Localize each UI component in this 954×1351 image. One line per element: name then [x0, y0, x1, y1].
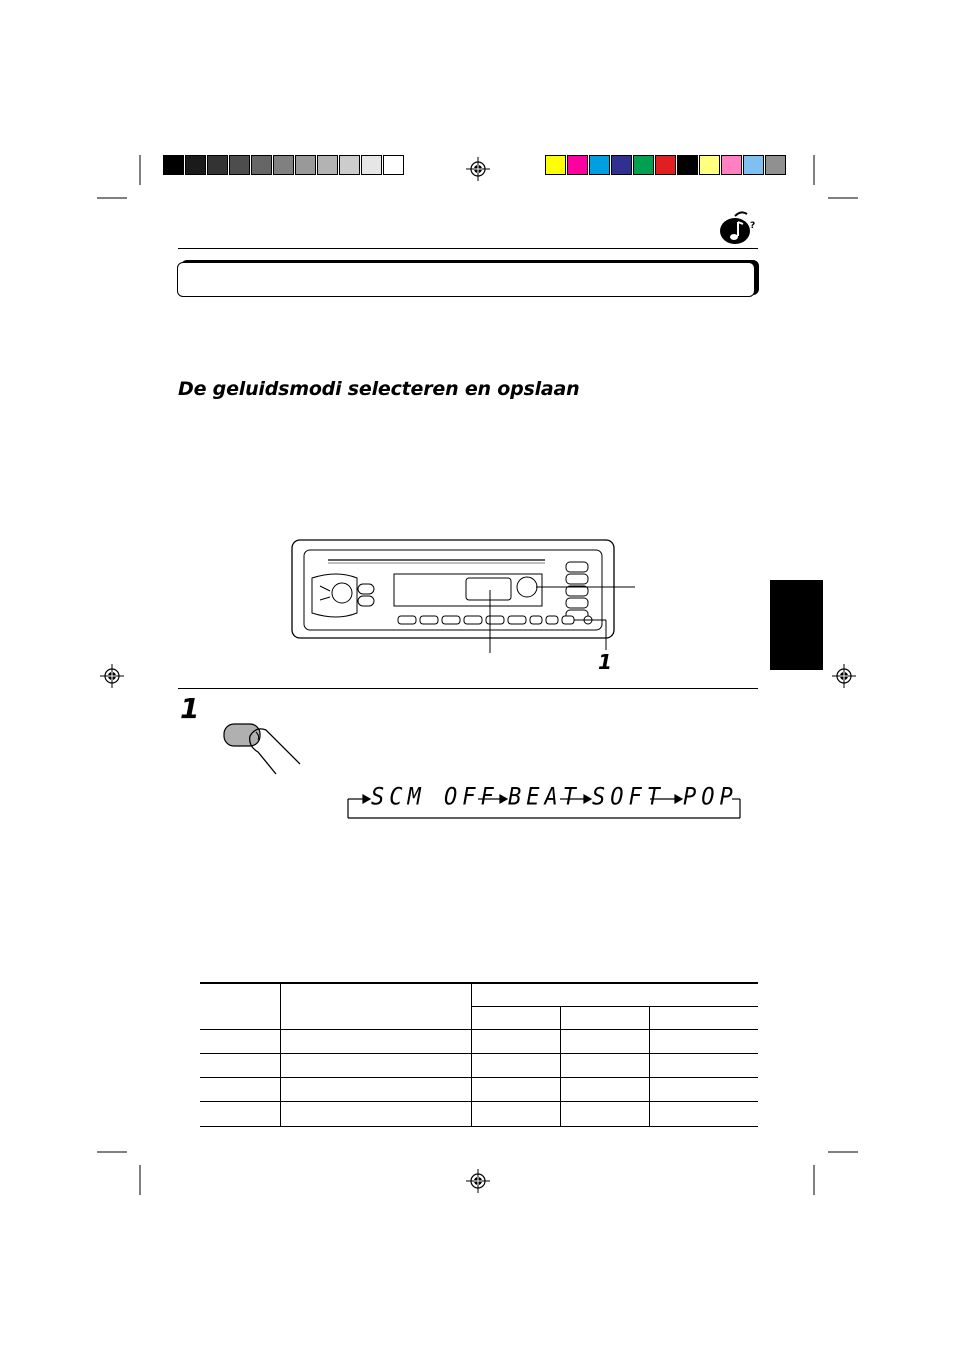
- table-top-rule: [200, 982, 758, 984]
- color-swatch: [655, 155, 676, 175]
- gray-swatch: [185, 155, 206, 175]
- color-swatch: [589, 155, 610, 175]
- mode-soft: SOFT: [592, 783, 665, 812]
- music-note-icon: [718, 210, 758, 246]
- svg-text:?: ?: [750, 221, 756, 231]
- color-swatch: [721, 155, 742, 175]
- language-side-tab: [770, 580, 823, 670]
- registration-mark-icon: [466, 157, 490, 181]
- gray-swatch: [251, 155, 272, 175]
- color-swatch: [567, 155, 588, 175]
- mode-pop: POP: [683, 783, 738, 812]
- table-row: [200, 1101, 758, 1102]
- mode-beat: BEAT: [508, 783, 581, 812]
- table-subheader-rule: [472, 1006, 758, 1007]
- color-swatch: [677, 155, 698, 175]
- car-stereo-illustration: [290, 538, 640, 663]
- gray-swatch: [229, 155, 250, 175]
- table-row: [200, 1077, 758, 1078]
- table-column-divider: [280, 984, 281, 1126]
- gray-swatch: [317, 155, 338, 175]
- registration-mark-icon: [466, 1169, 490, 1193]
- step-rule: [178, 688, 758, 689]
- table-bottom-rule: [200, 1126, 758, 1127]
- registration-mark-icon: [100, 664, 124, 688]
- color-swatch: [545, 155, 566, 175]
- gray-swatch: [273, 155, 294, 175]
- table-column-divider: [649, 1006, 650, 1126]
- table-row: [200, 1053, 758, 1054]
- section-heading: De geluidsmodi selecteren en opslaan: [178, 378, 580, 400]
- color-swatch: [611, 155, 632, 175]
- gray-swatch: [207, 155, 228, 175]
- gray-swatch: [339, 155, 360, 175]
- color-swatch: [633, 155, 654, 175]
- sound-mode-sequence: [345, 785, 745, 821]
- mode-scm-off: SCM OFF: [371, 783, 499, 812]
- color-calibration-bar: [545, 155, 787, 175]
- table-row: [200, 1029, 758, 1030]
- gray-swatch: [295, 155, 316, 175]
- table-column-divider: [471, 984, 472, 1126]
- step-number: 1: [180, 692, 200, 725]
- header-rule: [178, 248, 758, 249]
- finger-press-icon: [220, 718, 310, 778]
- color-swatch: [699, 155, 720, 175]
- registration-mark-icon: [832, 664, 856, 688]
- color-swatch: [743, 155, 764, 175]
- gray-swatch: [383, 155, 404, 175]
- gray-swatch: [361, 155, 382, 175]
- color-swatch: [765, 155, 786, 175]
- callout-number: 1: [598, 650, 612, 674]
- title-bar: [177, 262, 755, 297]
- table-column-divider: [560, 1006, 561, 1126]
- gray-calibration-bar: [163, 155, 405, 175]
- gray-swatch: [163, 155, 184, 175]
